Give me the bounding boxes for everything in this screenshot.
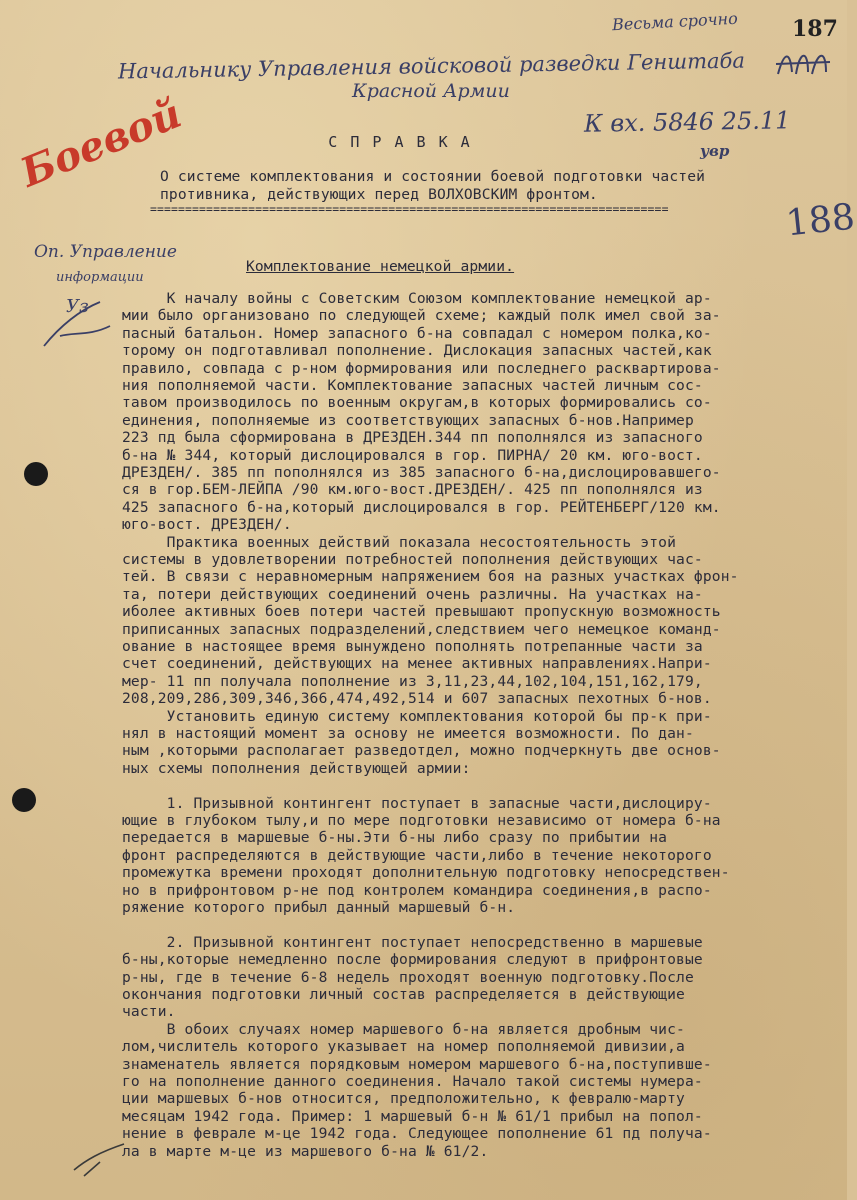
body-line: окончания подготовки личный состав распределяется в действующие	[122, 986, 685, 1003]
separator-line: ==========================================================================	[150, 202, 669, 216]
body-line: ния пополняемой части. Комплектование запасных частей личным сос-	[122, 377, 703, 394]
body-line: та, потери действующих соединений очень различны. На участках на-	[122, 585, 703, 603]
addressee-line-2: Красной Армии	[352, 80, 510, 102]
handwritten-number-right: 188	[784, 196, 857, 245]
body-line: 2. Призывной контингент поступает непосредственно в маршевые	[122, 933, 703, 951]
document-title: С П Р А В К А	[328, 133, 472, 151]
body-line: ным ,которыми располагает разведотдел, можно подчеркнуть две основ-	[122, 742, 721, 760]
body-line: мии было организовано по следующей схеме; каждый полк имел свой за-	[122, 307, 721, 325]
subtitle-line-1: О системе комплектования и состоянии боевой подготовки частей	[160, 168, 706, 185]
body-line: иболее активных боев потери частей превышают пропускную возможность	[122, 603, 721, 621]
body-line: ование в настоящее время вынуждено пополнять потрепанные части за	[122, 638, 703, 655]
body-line: ющие в глубоком тылу,и по мере подготовки независимо от номера б-на	[122, 812, 721, 829]
body-line: юго-вост. ДРЕЗДЕН/.	[122, 516, 292, 534]
margin-mark-bottom	[70, 1140, 130, 1180]
red-resolution-note: Боевой	[14, 89, 188, 197]
section-heading: Комплектование немецкой армии.	[246, 258, 515, 275]
body-line: лом,числитель которого указывает на номер пополняемой дивизии,а	[122, 1038, 685, 1056]
body-line: передается в маршевые б-ны.Эти б-ны либо сразу по прибытии на	[122, 829, 668, 847]
body-line: месяцам 1942 года. Пример: 1 маршевый б-н № 61/1 прибыл на попол-	[122, 1107, 703, 1125]
body-line: пасный батальон. Номер запасного б-на совпадал с номером полка,ко-	[122, 324, 712, 342]
margin-signature-scribble	[40, 296, 120, 352]
subtitle-line-2: противника, действующих перед ВОЛХОВСКИМ фронтом.	[160, 186, 598, 203]
body-line: В обоих случаях номер маршевого б-на является дробным чис-	[122, 1020, 685, 1038]
body-line: ся в гор.БЕМ-ЛЕЙПА /90 км.юго-вост.ДРЕЗДЕН/. 425 пп пополнялся из	[122, 481, 703, 499]
body-line: б-ны,которые немедленно после формирования следуют в прифронтовые	[122, 951, 703, 969]
margin-note-line-1: Оп. Управление	[34, 242, 177, 262]
body-line: ции маршевых б-нов относится, предположительно, к февралю-марту	[122, 1090, 685, 1108]
body-line: правило, совпада с р-ном формирования или последнего расквартирова-	[122, 359, 721, 377]
body-line: счет соединений, действующих на менее активных направлениях.Напри-	[122, 655, 712, 673]
addressee-line-1: Начальнику Управления войсковой разведки Генштаба	[117, 48, 746, 84]
body-line: К началу войны с Советским Союзом комплектование немецкой ар-	[122, 290, 712, 307]
urgency-note: Весьма срочно	[611, 8, 739, 35]
incoming-sub: увр	[700, 142, 730, 160]
body-line: 208,209,286,309,346,366,474,492,514 и 607 запасных пехотных б-нов.	[122, 690, 712, 708]
signature-scribble-top	[774, 44, 832, 84]
body-line: б-на № 344, который дислоцировался в гор. ПИРНА/ 20 км. юго-вост.	[122, 446, 703, 464]
body-line: ных схемы пополнения действующей армии:	[122, 759, 471, 777]
body-line: 1. Призывной контингент поступает в запасные части,дислоциру-	[122, 794, 712, 812]
body-line: тей. В связи с неравномерным напряжением боя на разных участках фрон-	[122, 568, 739, 586]
body-line: нял в настоящий момент за основу не имеется возможности. По дан-	[122, 725, 694, 742]
punch-hole-bottom	[12, 788, 36, 812]
body-line: системы в удовлетворении потребностей пополнения действующих час-	[122, 551, 703, 568]
body-line: Практика военных действий показала несостоятельность этой	[122, 533, 677, 551]
body-line: промежутка времени проходят дополнительную подготовку непосредствен-	[122, 864, 730, 882]
body-line: нение в феврале м-це 1942 года. Следующее пополнение 61 пд получа-	[122, 1125, 712, 1143]
body-line: фронт распределяются в действующие части,либо в течение некоторого	[122, 846, 712, 864]
body-line: 223 пд была сформирована в ДРЕЗДЕН.344 пп пополнялся из запасного	[122, 429, 703, 447]
body-line: Установить единую систему комплектования которой бы пр-к при-	[122, 707, 712, 725]
page-number: 187	[792, 16, 838, 42]
body-line: ряжение которого прибыл данный маршевый б-н.	[122, 899, 516, 916]
body-line: р-ны, где в течение 6-8 недель проходят военную подготовку.После	[122, 968, 694, 986]
body-line: части.	[122, 1003, 176, 1021]
body-line: единения, пополняемые из соответствующих запасных б-нов.Например	[122, 411, 694, 429]
punch-hole-top	[24, 462, 48, 486]
body-line: приписанных запасных подразделений,следствием чего немецкое команд-	[122, 620, 721, 638]
body-line: ла в марте м-це из маршевого б-на № 61/2.	[122, 1142, 489, 1160]
incoming-reference: К вх. 5846 25.11	[583, 106, 791, 138]
body-line: ДРЕЗДЕН/. 385 пп пополнялся из 385 запасного б-на,дислоцировавшего-	[122, 464, 721, 481]
body-line: торому он подготавливал пополнение. Дислокация запасных частей,как	[122, 342, 712, 360]
body-line: тавом производилось по военным округам,в которых формировались со-	[122, 394, 712, 412]
body-line: мер- 11 пп получала пополнение из 3,11,23,44,102,104,151,162,179,	[122, 672, 703, 690]
body-line: но в прифронтовом р-не под контролем командира соединения,в распо-	[122, 881, 712, 899]
margin-note-line-2: информации	[56, 270, 144, 285]
body-line: го на пополнение данного соединения. Начало такой системы нумера-	[122, 1073, 703, 1090]
body-line: 425 запасного б-на,который дислоцировался в гор. РЕЙТЕНБЕРГ/120 км.	[122, 498, 721, 516]
body-line: знаменатель является порядковым номером маршевого б-на,поступивше-	[122, 1055, 712, 1073]
margin-note-line-3: Уз	[66, 296, 89, 317]
